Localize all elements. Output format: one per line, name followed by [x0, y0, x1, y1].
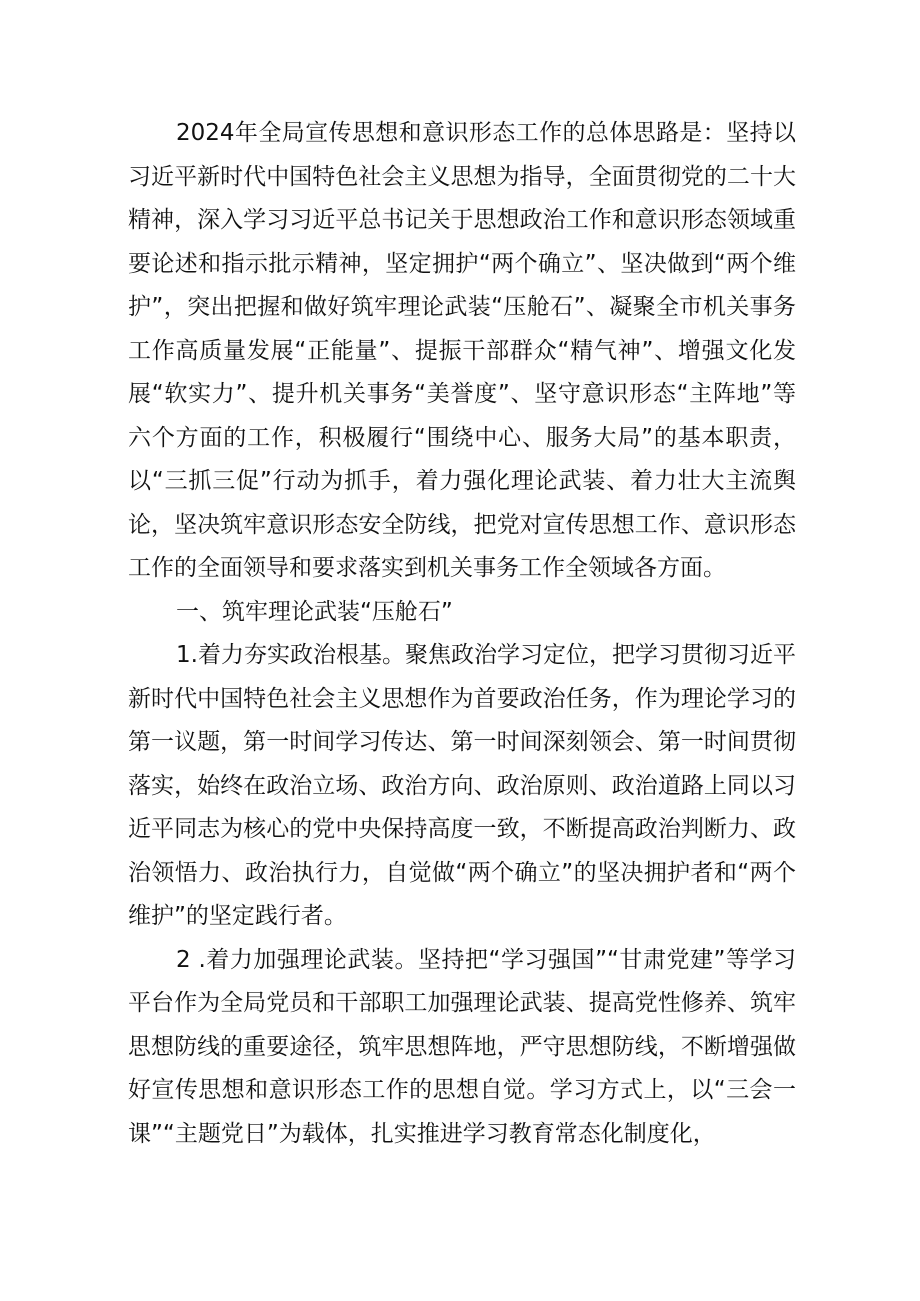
document-body	[128, 112, 796, 1156]
intro-paragraph: 2024年全局宣传思想和意识形态工作的总体思路是：坚持以习近平新时代中国特色社会主义思想为指导，全面贯彻党的二十大精神，深入学习习近平总书记关于思想政治工作和意识形态领域重要论述和指示批示精神，坚定拥护“两个确立”、坚决做到“两个维护”，突出把握和做好筑牢理论武装“压舱石”、凝聚全市机关事务工作高质量发展“正能量”、提振干部群众“精气神”、增强文化发展“软实力”、提升机关事务“美誉度”、坚守意识形态“主阵地”等六个方面的工作，积极履行“围绕中心、服务大局”的基本职责，以“三抓三促”行动为抓手，着力强化理论武装、着力壮大主流舆论，坚决筑牢意识形态安全防线，把党对宣传思想工作、意识形态工作的全面领导和要求落实到机关事务工作全领域各方面。	[128, 120, 796, 581]
item-2-paragraph: 2 .着力加强理论武装。坚持把“学习强国”“甘肃党建”等学习平台作为全局党员和干部职工加强理论武装、提高党性修养、筑牢思想防线的重要途径，筑牢思想阵地，严守思想防线，不断增强做好宣传思想和意识形态工作的思想自觉。学习方式上，以“三会一课”“主题党日”为载体，扎实推进学习教育常态化制度化，	[128, 946, 796, 1147]
item-1-paragraph: 1.着力夯实政治根基。聚焦政治学习定位，把学习贯彻习近平新时代中国特色社会主义思想作为首要政治任务，作为理论学习的第一议题，第一时间学习传达、第一时间深刻领会、第一时间贯彻落实，始终在政治立场、政治方向、政治原则、政治道路上同以习近平同志为核心的党中央保持高度一致，不断提高政治判断力、政治领悟力、政治执行力，自觉做“两个确立”的坚决拥护者和“两个维护”的坚定践行者。	[128, 642, 796, 929]
section-heading: 一、筑牢理论武装“压舱石”	[176, 598, 453, 625]
